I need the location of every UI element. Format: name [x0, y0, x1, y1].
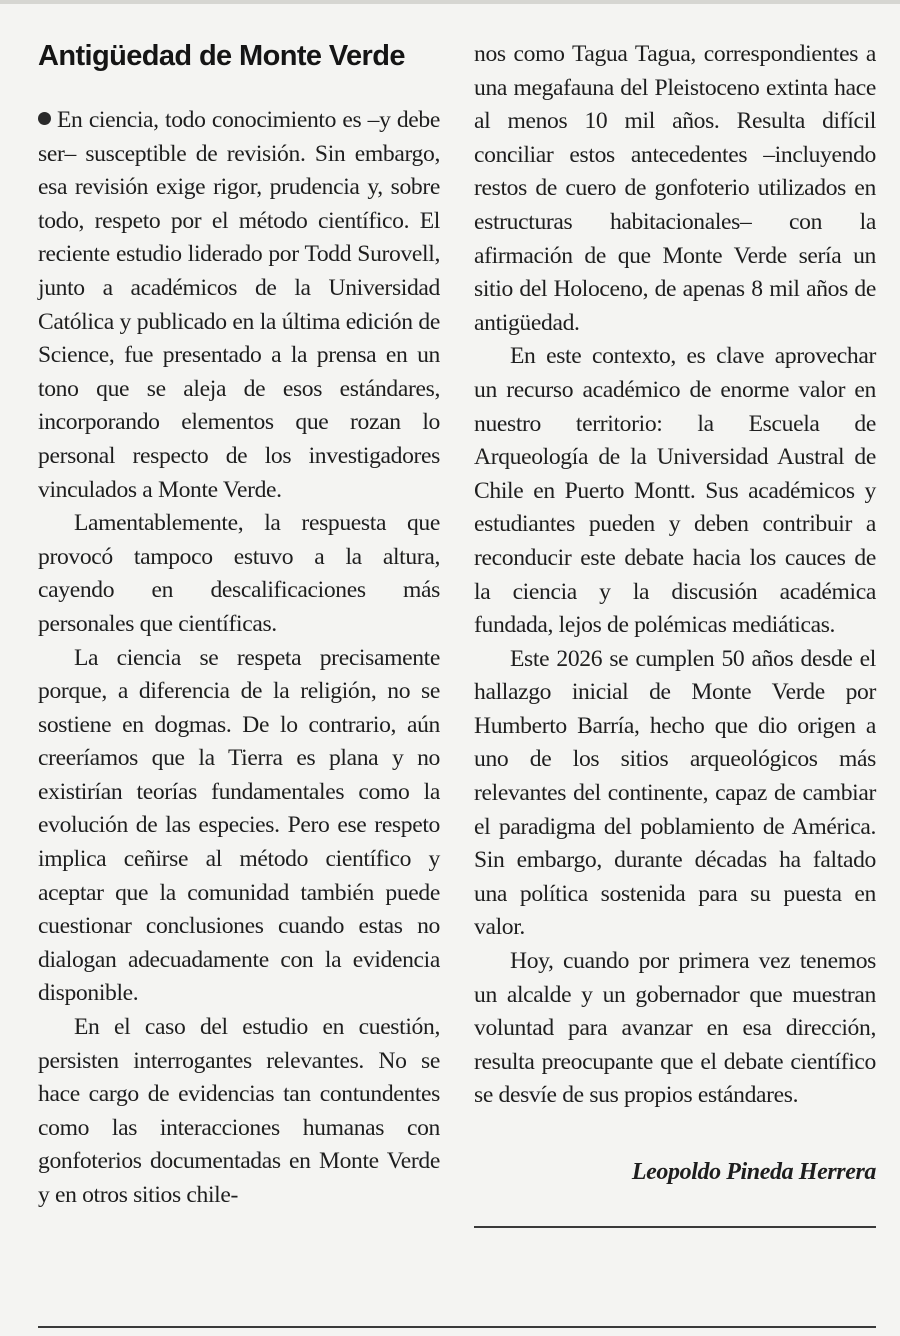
- paragraph-1: [38, 104, 440, 507]
- paragraph-8: Hoy, cuando por primera vez tenemos un alcalde y un gobernador que muestran voluntad para avanzar en esa dirección, resulta preocupante que el debate científico se desvíe de sus propios estándares.: [474, 948, 876, 1109]
- paragraph-5: nos como Tagua Tagua, correspondientes a una megafauna del Pleistoceno extinta hace al menos 10 mil años. Resulta difícil conciliar estos antecedentes –incluyendo restos de cuero de gonfoterio utilizados en estructuras habitacionales– con la afirmación de que Monte Verde sería un sitio del Holoceno, de apenas 8 mil años de antigüedad.: [474, 41, 876, 336]
- signature-divider: [474, 1226, 876, 1228]
- paragraph-6: En este contexto, es clave aprovechar un recurso académico de enorme valor en nuestro territorio: la Escuela de Arqueología de la Universidad Austral de Chile en Puerto Montt. Sus académicos y estudiantes pueden y deben contribuir a reconducir este debate hacia los cauces de la ciencia y la discusión académica fundada, lejos de polémicas mediáticas.: [474, 343, 876, 639]
- top-divider: [0, 0, 900, 4]
- bottom-divider: [38, 1326, 876, 1328]
- article-title: Antigüedad de Monte Verde: [38, 40, 405, 72]
- paragraph-1-text: En ciencia, todo conocimiento es –y debe ser– susceptible de revisión. Sin embargo, esa revisión exige rigor, prudencia y, sobre todo, respeto por el método científico. El reciente estudio liderado por Todd Surovell, junto a académicos de la Universidad Católica y publicado en la última edición de Science, fue presentado a la prensa en un tono que se aleja de esos estándares, incorporando elementos que rozan lo personal respecto de los investigadores vinculados a Monte Verde.: [38, 107, 440, 503]
- article: [38, 28, 876, 1228]
- left-column: [38, 28, 440, 1228]
- author-signature: Leopoldo Pineda Herrera: [631, 1159, 876, 1185]
- paragraph-2: Lamentablemente, la respuesta que provocó tampoco estuvo a la altura, cayendo en descalificaciones más personales que científicas.: [38, 510, 440, 637]
- paragraph-4: En el caso del estudio en cuestión, persisten interrogantes relevantes. No se hace cargo de evidencias tan contundentes como las interacciones humanas con gonfoterios documentadas en Monte Verde y en otros sitios chile-: [38, 1014, 440, 1208]
- bullet-icon: [38, 112, 51, 125]
- paragraph-3: La ciencia se respeta precisamente porque, a diferencia de la religión, no se sostiene en dogmas. De lo contrario, aún creeríamos que la Tierra es plana y no existirían teorías fundamentales como la evolución de las especies. Pero ese respeto implica ceñirse al método científico y aceptar que la comunidad también puede cuestionar conclusiones cuando estas no dialogan adecuadamente con la evidencia disponible.: [38, 644, 440, 1007]
- right-column: [474, 28, 876, 1228]
- paragraph-7: Este 2026 se cumplen 50 años desde el hallazgo inicial de Monte Verde por Humberto Barría, hecho que dio origen a uno de los sitios arqueológicos más relevantes del continente, capaz de cambiar el paradigma del poblamiento de América. Sin embargo, durante décadas ha faltado una política sostenida para su puesta en valor.: [474, 645, 876, 941]
